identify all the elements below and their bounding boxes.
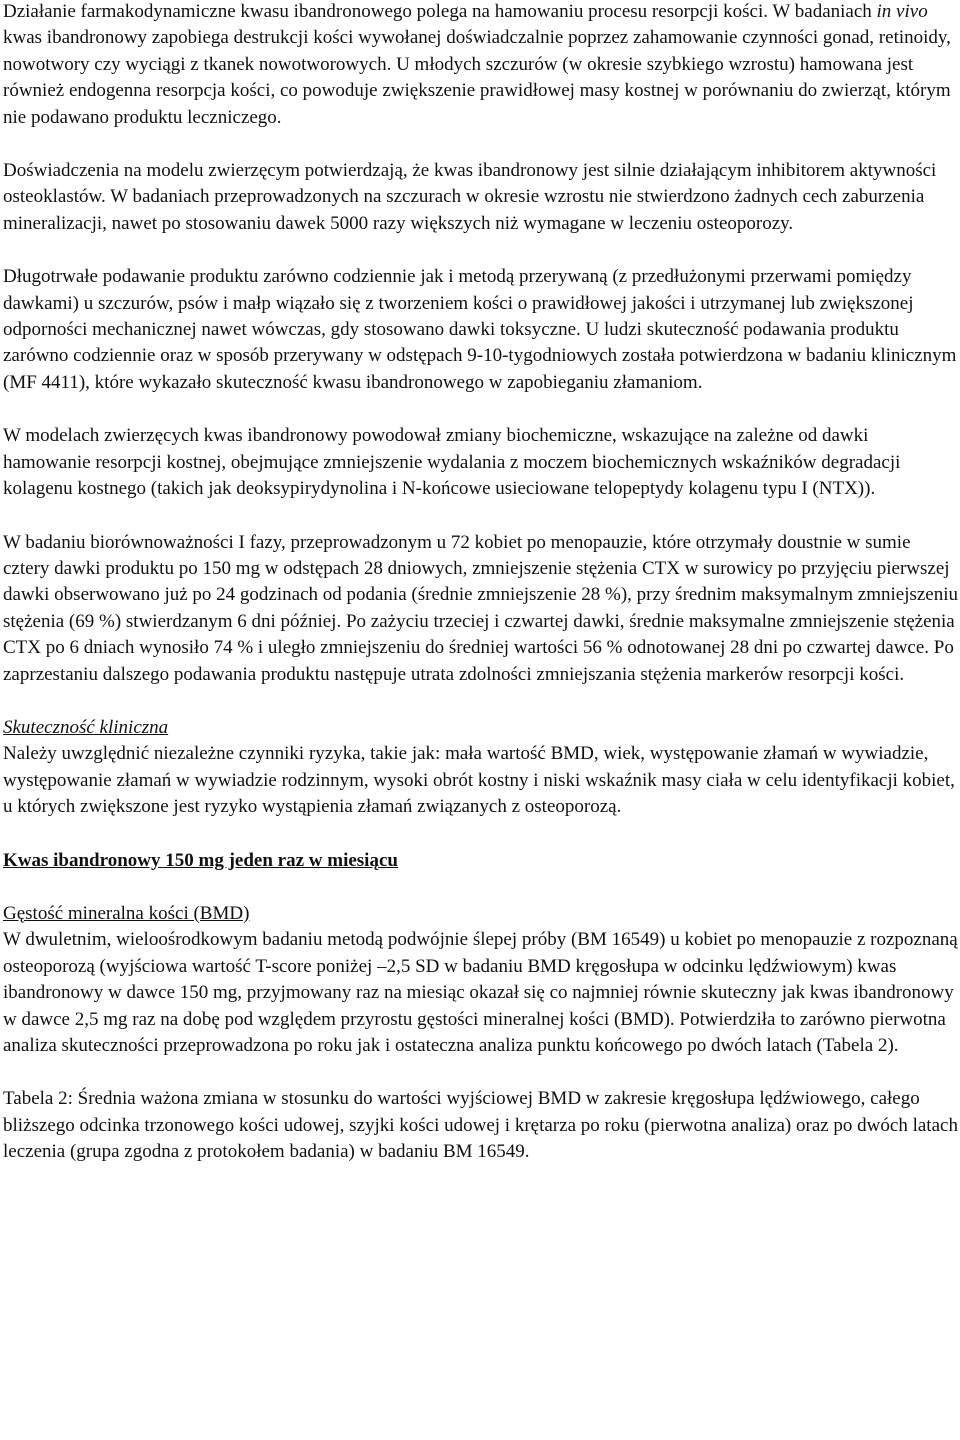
heading-clinical-efficacy: Skuteczność kliniczna [3, 716, 169, 738]
paragraph-pharmacodynamics [3, 0, 958, 131]
document-page [3, 0, 958, 1166]
paragraph-long-term-dosing: Długotrwałe podawanie produktu zarówno codziennie jak i metodą przerywaną (z przedłużonymi przerwami pomiędzy dawkami) u szczurów, psów i małp wiązało się z tworzeniem kości o prawidłowej jakości i utrzymanej lub zwiększonej odporności mechanicznej nawet wówczas, gdy stosowano dawki toksyczne. U ludzi skuteczność podawania produktu zarówno codziennie oraz w sposób przerywany w odstępach 9-10-tygodniowych została potwierdzona w badaniu klinicznym (MF 4411), które wykazało skuteczność kwasu ibandronowego w zapobieganiu złamaniom. [3, 266, 957, 393]
paragraph-biochemical-changes: W modelach zwierzęcych kwas ibandronowy powodował zmiany biochemiczne, wskazujące na zależne od dawki hamowanie resorpcji kostnej, obejmujące zmniejszenie wydalania z moczem biochemicznych wskaźników degradacji kolagenu kostnego (takich jak deoksypirydynolina i N-końcowe usieciowane telopeptydy kolagenu typu I (NTX)). [3, 425, 901, 500]
paragraph-text: kwas ibandronowy zapobiega destrukcji kości wywołanej doświadczalnie poprzez zahamowanie czynności gonad, retinoidy, nowotwory czy wyciągi z tkanek nowotworowych. U młodych szczurów (w okresie szybkiego wzrostu) hamowana jest również endogenna resorpcja kości, co powoduje zwiększenie prawidłowej masy kostnej w porównaniu do zwierząt, którym nie podawano produktu leczniczego. [3, 27, 951, 128]
heading-monthly-dose: Kwas ibandronowy 150 mg jeden raz w miesiącu [3, 849, 398, 871]
paragraph-bioequivalence: W badaniu biorównoważności I fazy, przeprowadzonym u 72 kobiet po menopauzie, które otrzymały doustnie w sumie cztery dawki produktu po 150 mg w odstępach 28 dniowych, zmniejszenie stężenia CTX w surowicy po przyjęciu pierwszej dawki obserwowano już po 24 godzinach od podania (średnie zmniejszenie 28 %), przy średnim maksymalnym zmniejszeniu stężenia (69 %) stwierdzanym 6 dni później. Po zażyciu trzeciej i czwartej dawki, średnie maksymalne zmniejszenie stężenia CTX po 6 dniach wynosiło 74 % i uległo zmniejszeniu do średniej wartości 56 % odnotowanej 28 dni po czwartej dawce. Po zaprzestaniu dalszego podawania produktu następuje utrata zdolności zmniejszania stężenia markerów resorpcji kości. [3, 531, 959, 685]
paragraph-animal-model: Doświadczenia na modelu zwierzęcym potwierdzają, że kwas ibandronowy jest silnie działającym inhibitorem aktywności osteoklastów. W badaniach przeprowadzonych na szczurach w okresie wzrostu nie stwierdzono żadnych cech zaburzenia mineralizacji, nawet po stosowaniu dawek 5000 razy większych niż wymagane w leczeniu osteoporozy. [3, 160, 937, 234]
heading-bmd: Gęstość mineralna kości (BMD) [3, 902, 250, 924]
in-vivo-term: in vivo [876, 1, 928, 22]
paragraph-risk-factors: Należy uwzględnić niezależne czynniki ryzyka, takie jak: mała wartość BMD, wiek, występowanie złamań w wywiadzie, występowanie złamań w wywiadzie rodzinnym, wysoki obrót kostny i niski wskaźnik masy ciała w celu identyfikacji kobiet, u których zwiększone jest ryzyko wystąpienia złamań związanych z osteoporozą. [3, 743, 955, 818]
table-caption: Tabela 2: Średnia ważona zmiana w stosunku do wartości wyjściowej BMD w zakresie kręgosłupa lędźwiowego, całego bliższego odcinka trzonowego kości udowej, szyjki kości udowej i krętarza po roku (pierwotna analiza) oraz po dwóch latach leczenia (grupa zgodna z protokołem badania) w badaniu BM 16549. [3, 1088, 958, 1163]
paragraph-text: Działanie farmakodynamiczne kwasu ibandronowego polega na hamowaniu procesu resorpcji kości. W badaniach [3, 1, 877, 22]
paragraph-bm16549-study: W dwuletnim, wieloośrodkowym badaniu metodą podwójnie ślepej próby (BM 16549) u kobiet po menopauzie z rozpoznaną osteoporozą (wyjściowa wartość T-score poniżej –2,5 SD w badaniu BMD kręgosłupa w odcinku lędźwiowym) kwas ibandronowy w dawce 150 mg, przyjmowany raz na miesiąc okazał się co najmniej równie skuteczny jak kwas ibandronowy w dawce 2,5 mg raz na dobę pod względem przyrostu gęstości mineralnej kości (BMD). Potwierdziła to zarówno pierwotna analiza skuteczności przeprowadzona po roku jak i ostateczna analiza punktu końcowego po dwóch latach (Tabela 2). [3, 929, 958, 1056]
